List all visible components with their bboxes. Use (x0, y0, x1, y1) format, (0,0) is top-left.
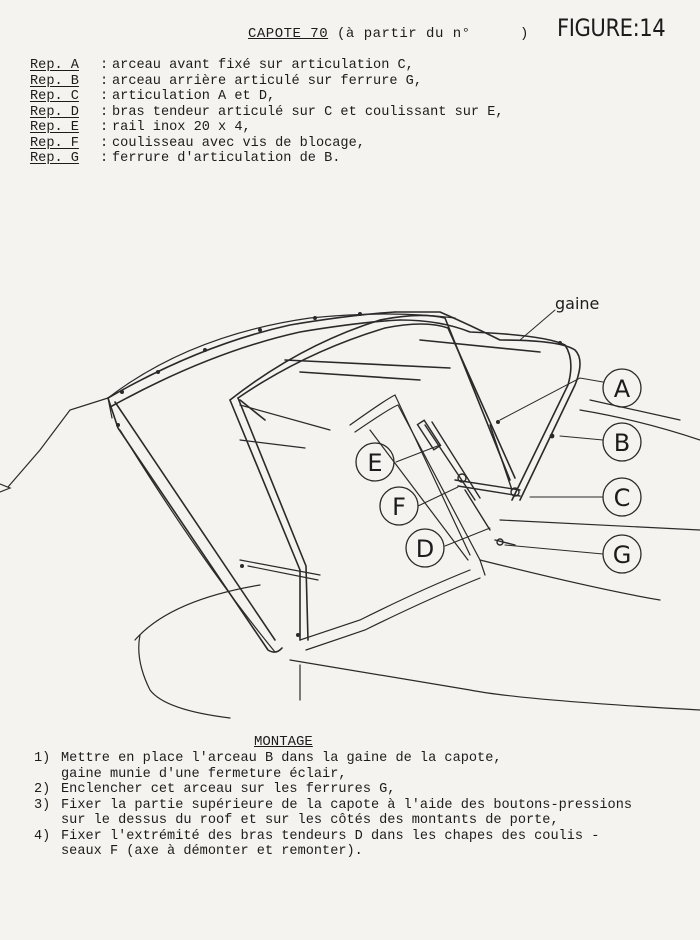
title-main: CAPOTE 70 (248, 26, 329, 42)
legend-desc: arceau avant fixé sur articulation C, (112, 58, 414, 73)
legend-row-c (30, 89, 504, 105)
legend-row-d (30, 105, 504, 121)
legend-row-g (30, 151, 504, 167)
callout-d-label: D (415, 535, 435, 563)
legend-key: Rep. F (30, 135, 79, 151)
step-text: seaux F (axe à démonter et remonter). (61, 844, 363, 859)
step-number: 2) (34, 782, 51, 797)
legend-desc: coulisseau avec vis de blocage, (112, 135, 365, 151)
legend-desc: bras tendeur articulé sur C et coulissant sur E, (112, 104, 504, 120)
legend-desc: arceau arrière articulé sur ferrure G, (112, 73, 422, 89)
legend-row-e (30, 120, 504, 136)
legend-sep: : (100, 58, 109, 73)
cabin-walls (240, 395, 485, 650)
legend-desc: ferrure d'articulation de B. (112, 151, 341, 166)
callout-c (603, 478, 641, 516)
legend-row-a (30, 58, 504, 74)
legend-key: Rep. D (30, 104, 79, 120)
step-text: sur le dessus du roof et sur les côtés des montants de porte, (61, 813, 559, 828)
step-2 (34, 782, 632, 798)
step-number: 4) (34, 828, 51, 844)
title-subtitle: (à partir du n° (337, 26, 471, 42)
callout-b (603, 423, 641, 461)
legend-sep: : (100, 73, 109, 89)
figure-label: FIGURE:14 (557, 14, 666, 42)
callout-b-label: B (613, 429, 631, 457)
legend-desc: rail inox 20 x 4, (112, 120, 251, 135)
hood-frame-drawing (0, 285, 700, 725)
callout-g-label: G (612, 541, 632, 569)
montage-steps (34, 751, 632, 860)
header-title (248, 26, 471, 42)
callout-f (380, 487, 418, 525)
legend-sep: : (100, 89, 109, 104)
callout-c-label: C (613, 484, 631, 512)
callout-g (603, 535, 641, 573)
legend-sep: : (100, 120, 109, 135)
montage-title: MONTAGE (254, 734, 313, 750)
legend-key: Rep. A (30, 58, 79, 73)
step-3 (34, 798, 632, 829)
callout-d (406, 529, 444, 567)
step-text: Fixer l'extrémité des bras tendeurs D dans les chapes des coulis - (61, 828, 600, 844)
callout-e-label: E (367, 449, 383, 477)
step-number: 1) (34, 751, 51, 766)
step-4 (34, 829, 632, 860)
legend-row-f (30, 136, 504, 152)
legend-sep: : (100, 104, 109, 120)
legend-key: Rep. G (30, 151, 79, 166)
legend-sep: : (100, 135, 109, 151)
legend-key: Rep. C (30, 89, 79, 104)
callout-a (603, 369, 641, 407)
legend-row-b (30, 74, 504, 90)
legend (30, 58, 504, 167)
step-text: Fixer la partie supérieure de la capote à l'aide des boutons-pressions (61, 797, 633, 813)
step-text: gaine munie d'une fermeture éclair, (61, 766, 347, 782)
step-1 (34, 751, 632, 782)
legend-key: Rep. E (30, 120, 79, 135)
legend-sep: : (100, 151, 109, 166)
leader-lines (396, 310, 603, 554)
step-number: 3) (34, 797, 51, 813)
legend-desc: articulation A et D, (112, 89, 276, 104)
gaine-label: gaine (555, 294, 600, 313)
step-text: Enclencher cet arceau sur les ferrures G, (61, 782, 396, 797)
title-paren-close: ) (520, 26, 529, 42)
callout-f-label: F (392, 493, 406, 521)
step-text: Mettre en place l'arceau B dans la gaine de la capote, (61, 751, 502, 766)
legend-key: Rep. B (30, 73, 79, 89)
callout-e (356, 443, 394, 481)
callout-a-label: A (613, 375, 631, 403)
